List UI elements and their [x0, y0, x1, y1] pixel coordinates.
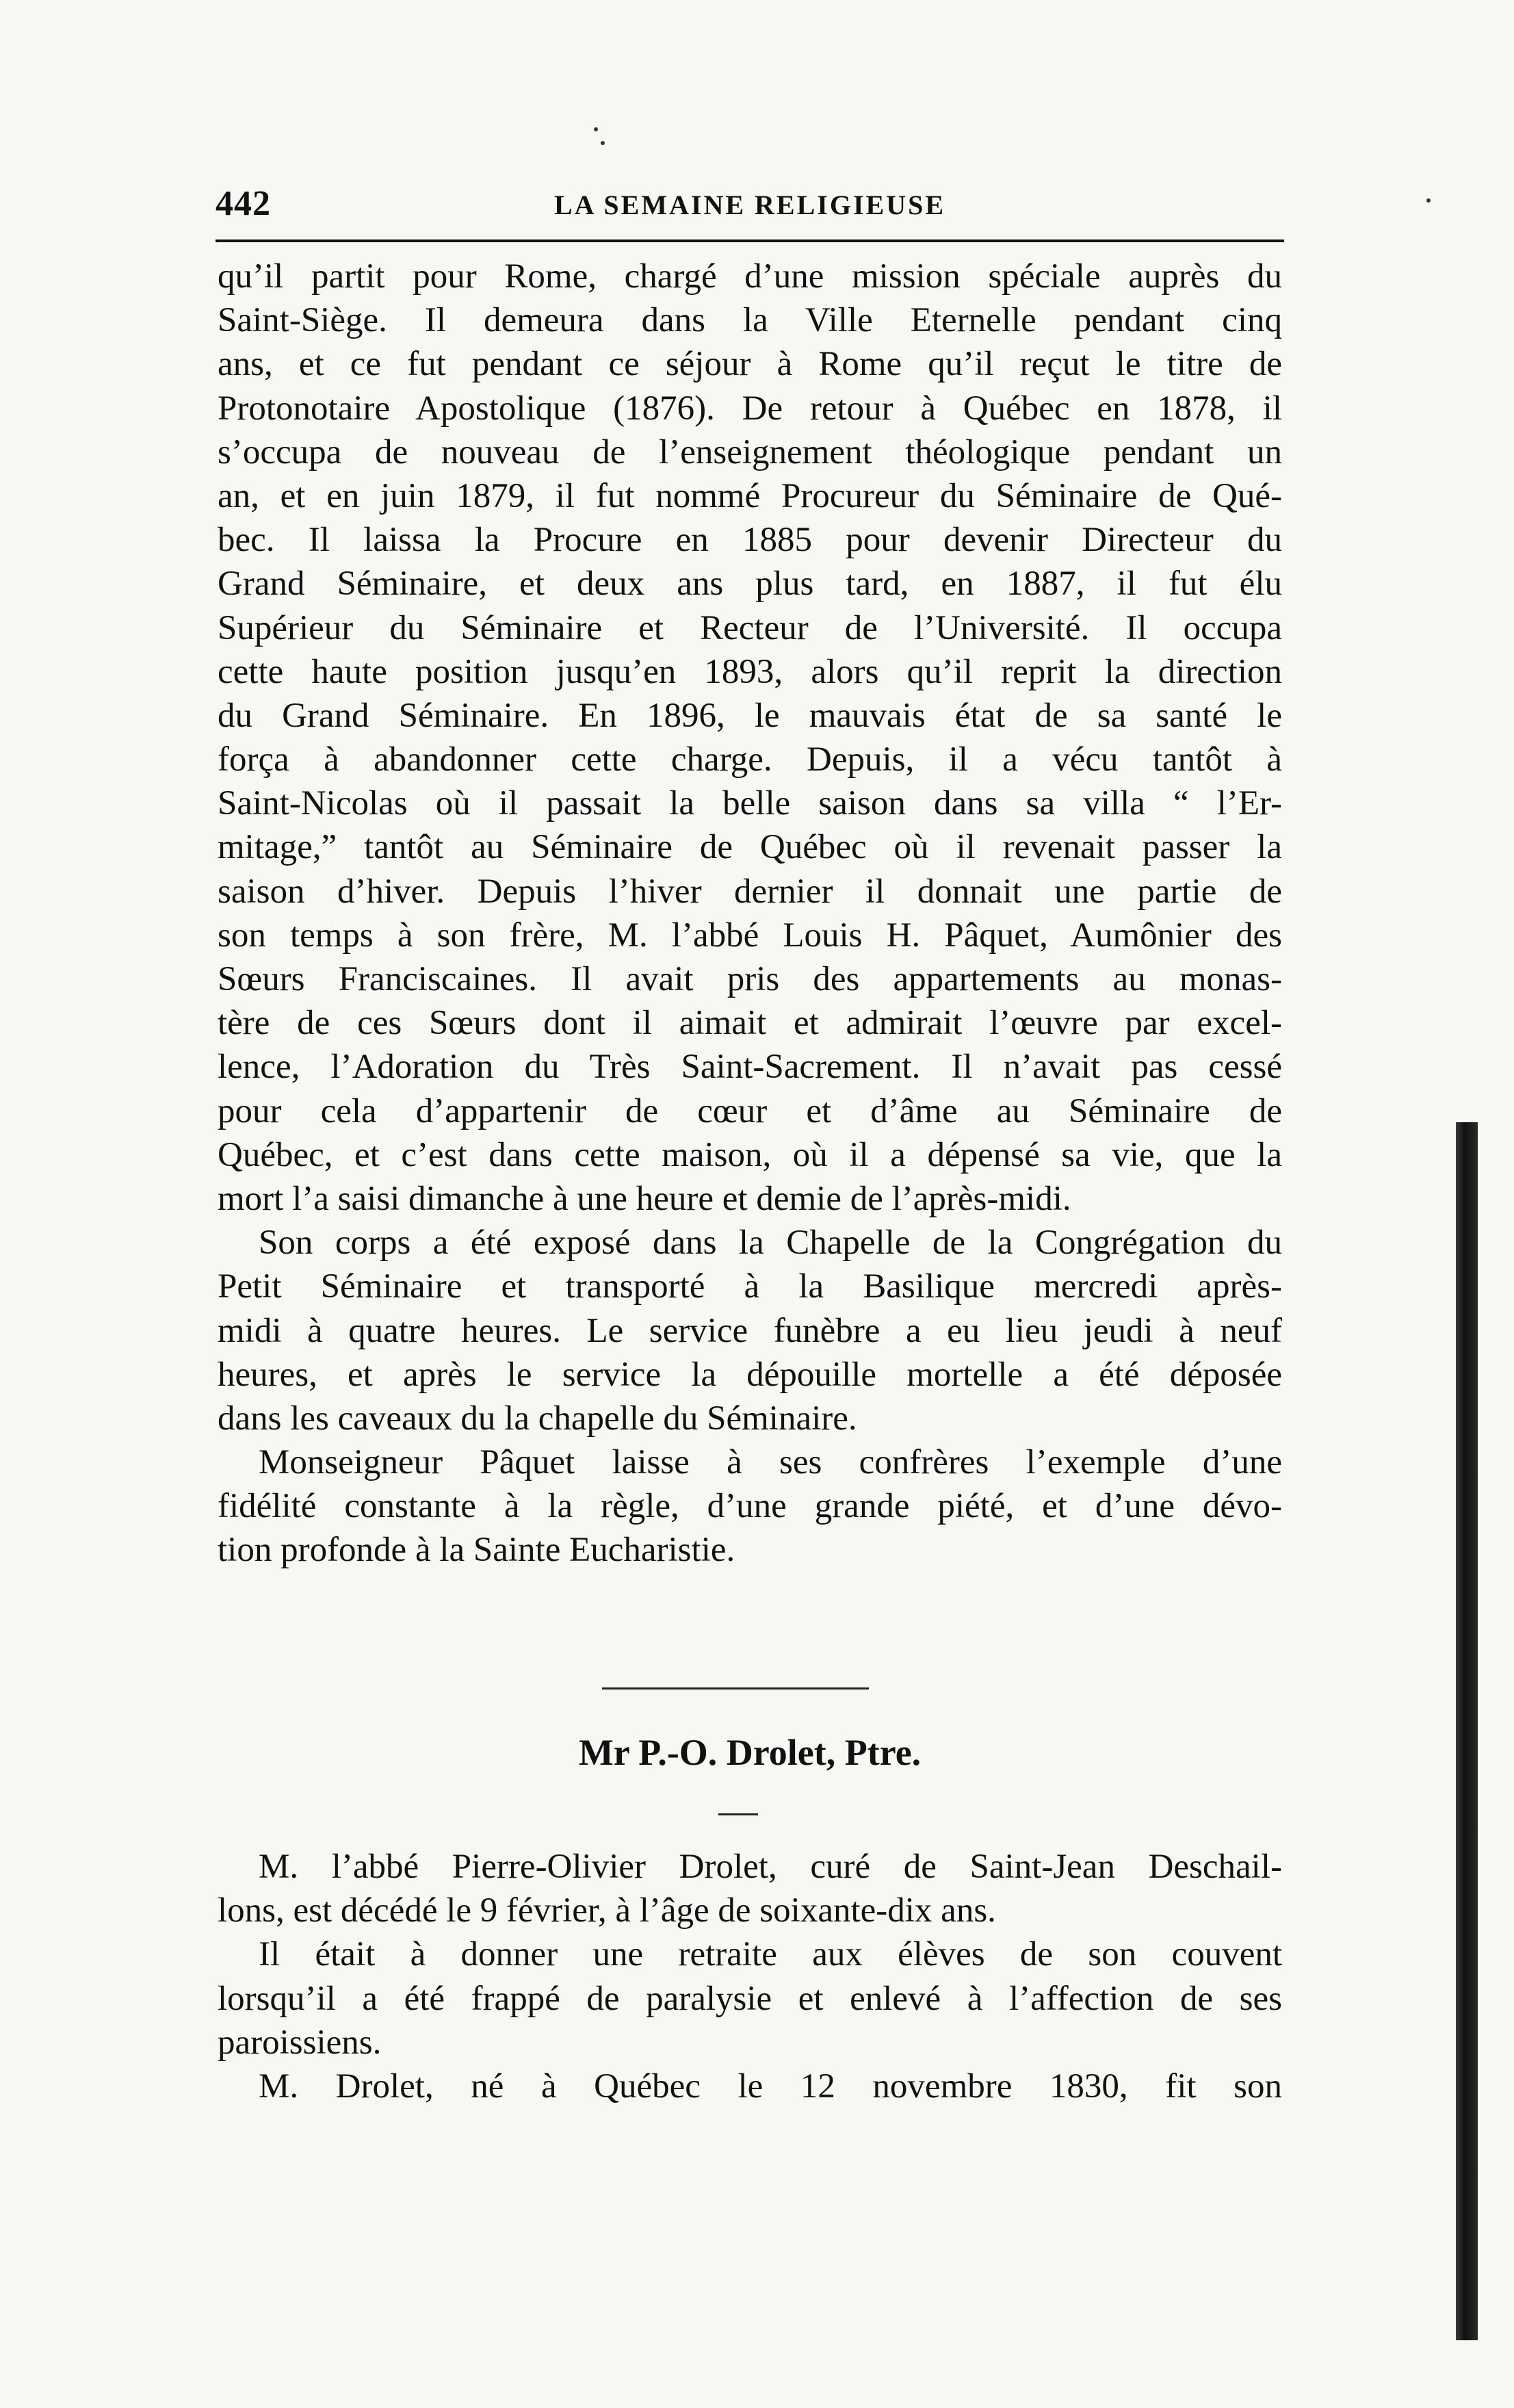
obituary-drolet-text [218, 1845, 1282, 2108]
scan-speck [601, 141, 605, 145]
text-line: Petit Séminaire et transporté à la Basilique mercredi après- [218, 1267, 1282, 1306]
text-line: s’occupa de nouveau de l’enseignement théologique pendant un [218, 432, 1282, 471]
scan-spine-shadow [1456, 1122, 1478, 2340]
text-line: Protonotaire Apostolique (1876). De retour à Québec en 1878, il [218, 389, 1282, 428]
text-line: heures, et après le service la dépouille mortelle a été déposée [218, 1355, 1282, 1394]
text-line: cette haute position jusqu’en 1893, alors qu’il reprit la direction [218, 652, 1282, 691]
text-line: Québec, et c’est dans cette maison, où il a dépensé sa vie, que la [218, 1135, 1282, 1174]
text-line: an, et en juin 1879, il fut nommé Procureur du Séminaire de Qué- [218, 476, 1282, 515]
text-line: mort l’a saisi dimanche à une heure et demie de l’après-midi. [218, 1179, 1071, 1218]
page-number: 442 [216, 184, 271, 223]
text-line: lence, l’Adoration du Très Saint-Sacrement. Il n’avait pas cessé [218, 1048, 1282, 1087]
text-line: força à abandonner cette charge. Depuis, il a vécu tantôt à [218, 740, 1282, 779]
obituary-paquet-text [218, 255, 1282, 1572]
text-line: ans, et ce fut pendant ce séjour à Rome qu’il reçut le titre de [218, 345, 1282, 384]
text-line: paroissiens. [218, 2023, 382, 2062]
text-line: midi à quatre heures. Le service funèbre a eu lieu jeudi à neuf [218, 1311, 1282, 1350]
heading-dash [718, 1813, 758, 1815]
text-line: lons, est décédé le 9 février, à l’âge de soixante-dix ans. [218, 1891, 996, 1930]
text-line: lorsqu’il a été frappé de paralysie et enlevé à l’affection de ses [218, 1979, 1282, 2018]
text-line: dans les caveaux du la chapelle du Séminaire. [218, 1399, 857, 1438]
text-line: bec. Il laissa la Procure en 1885 pour devenir Directeur du [218, 521, 1282, 560]
scan-speck [1426, 198, 1431, 203]
text-line: Grand Séminaire, et deux ans plus tard, en 1887, il fut élu [218, 565, 1282, 604]
text-line: pour cela d’appartenir de cœur et d’âme au Séminaire de [218, 1091, 1282, 1130]
text-line: Il était à donner une retraite aux élèves de son couvent [259, 1935, 1282, 1974]
text-line: Saint-Nicolas où il passait la belle saison dans sa villa “ l’Er- [218, 784, 1282, 823]
text-line: Supérieur du Séminaire et Recteur de l’Université. Il occupa [218, 608, 1282, 647]
text-line: M. Drolet, né à Québec le 12 novembre 1830, fit son [259, 2067, 1282, 2106]
text-line: mitage,” tantôt au Séminaire de Québec où il revenait passer la [218, 828, 1282, 867]
text-line: tère de ces Sœurs dont il aimait et admirait l’œuvre par excel- [218, 1004, 1282, 1043]
text-line: Son corps a été exposé dans la Chapelle de la Congrégation du [259, 1224, 1282, 1263]
text-line: Sœurs Franciscaines. Il avait pris des appartements au monas- [218, 960, 1282, 998]
text-line: qu’il partit pour Rome, chargé d’une mission spéciale auprès du [218, 257, 1282, 296]
text-line: Saint-Siège. Il demeura dans la Ville Eternelle pendant cinq [218, 301, 1282, 340]
header-rule [216, 239, 1284, 242]
scan-speck [594, 127, 598, 131]
text-line: Monseigneur Pâquet laisse à ses confrères l’exemple d’une [259, 1443, 1282, 1482]
journal-title: LA SEMAINE RELIGIEUSE [553, 190, 946, 220]
text-line: fidélité constante à la règle, d’une grande piété, et d’une dévo- [218, 1487, 1282, 1526]
section-divider-rule [602, 1687, 869, 1690]
text-line: son temps à son frère, M. l’abbé Louis H. Pâquet, Aumônier des [218, 916, 1282, 955]
text-line: saison d’hiver. Depuis l’hiver dernier il donnait une partie de [218, 872, 1282, 911]
text-line: du Grand Séminaire. En 1896, le mauvais état de sa santé le [218, 696, 1282, 735]
running-head [216, 183, 1284, 231]
text-line: tion profonde à la Sainte Eucharistie. [218, 1531, 735, 1570]
text-line: M. l’abbé Pierre-Olivier Drolet, curé de Saint-Jean Deschail- [259, 1848, 1282, 1886]
section-heading: Mr P.-O. Drolet, Ptre. [578, 1732, 922, 1773]
